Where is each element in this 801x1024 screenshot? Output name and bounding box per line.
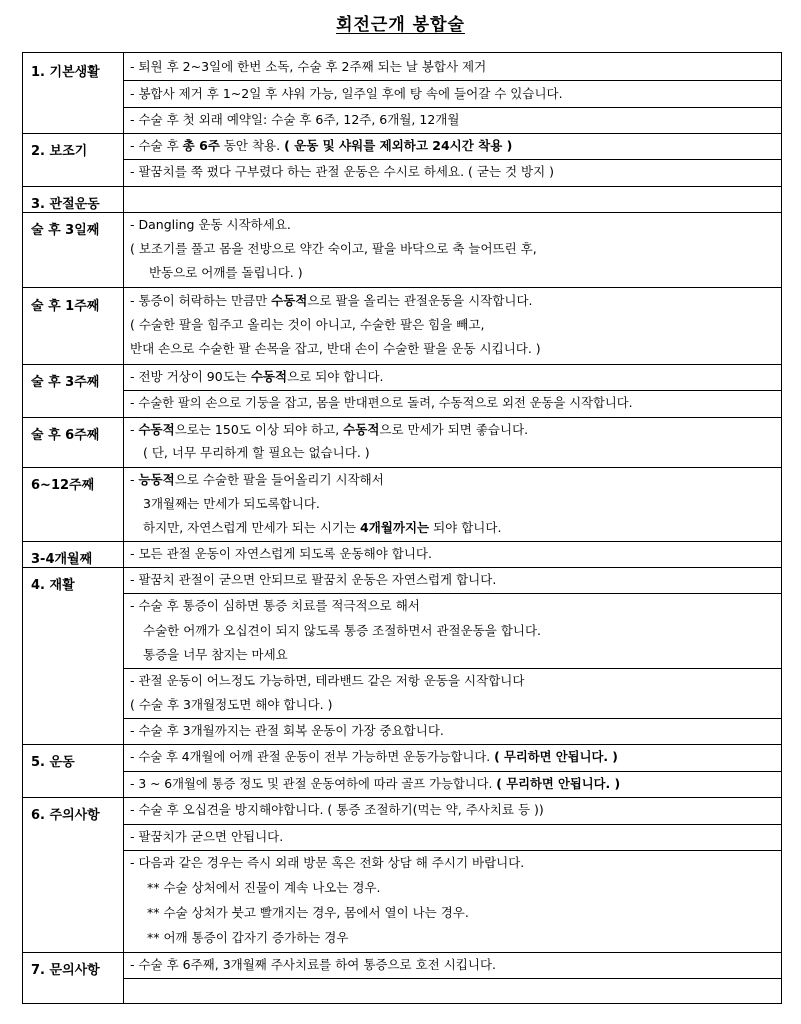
row-divider <box>123 771 781 772</box>
row-divider <box>123 850 781 851</box>
rehab-line-7: - 수술 후 3개월까지는 관절 회복 운동이 가장 중요합니다. <box>130 723 444 738</box>
week1-line-3: 반대 손으로 수술한 팔 손목을 잡고, 반대 손이 수술한 팔을 운동 시킵니다. ) <box>130 341 541 356</box>
row-divider <box>123 80 781 81</box>
caution-line-2: - 팔꿈치가 굳으면 안됩니다. <box>130 829 284 844</box>
inquiry-line-1: - 수술 후 6주째, 3개월째 주사치료를 하여 통증으로 호전 시킵니다. <box>130 957 496 972</box>
row-divider <box>23 744 781 745</box>
week6-line-1: - 수동적으로는 150도 이상 되야 하고, 수동적으로 만세가 되면 좋습니다. <box>130 422 529 437</box>
row-divider <box>23 212 781 213</box>
row-divider <box>123 718 781 719</box>
row-divider <box>123 107 781 108</box>
rehab-line-6: ( 수술 후 3개월정도면 해야 합니다. ) <box>130 697 333 712</box>
row-divider <box>23 417 781 418</box>
rehab-line-2: - 수술 후 통증이 심하면 통증 치료를 적극적으로 해서 <box>130 598 420 613</box>
rehab-line-1: - 팔꿈치 관절이 굳으면 안되므로 팔꿈치 운동은 자연스럽게 합니다. <box>130 572 497 587</box>
document-title: 회전근개 봉합술 <box>336 15 465 35</box>
section-label-exercise: 5. 운동 <box>31 755 75 770</box>
caution-line-6: ** 어깨 통증이 갑자기 증가하는 경우 <box>147 930 349 945</box>
day3-line-2: ( 보조기를 풀고 몸을 전방으로 약간 숙이고, 팔을 바닥으로 축 늘어뜨린 후, <box>130 241 537 256</box>
section-label-week6: 술 후 6주째 <box>31 428 100 443</box>
week6to12-line-1: - 능동적으로 수술한 팔을 들어올리기 시작해서 <box>130 472 384 487</box>
instruction-table <box>22 52 782 1004</box>
section-label-rehab: 4. 재활 <box>31 578 75 593</box>
section-label-week3: 술 후 3주째 <box>31 375 100 390</box>
week1-line-1: - 통증이 허락하는 만큼만 수동적으로 팔을 올리는 관절운동을 시작합니다. <box>130 293 533 308</box>
column-divider <box>123 53 124 1003</box>
caution-line-4: ** 수술 상처에서 진물이 계속 나오는 경우. <box>147 880 381 895</box>
row-divider <box>23 287 781 288</box>
section-label-basic: 1. 기본생활 <box>31 65 100 80</box>
section-label-month3to4: 3-4개월째 <box>31 552 93 567</box>
section-label-joint: 3. 관절운동 <box>31 197 100 212</box>
basic-line-3: - 수술 후 첫 외래 예약일: 수술 후 6주, 12주, 6개월, 12개월 <box>130 112 460 127</box>
day3-line-1: - Dangling 운동 시작하세요. <box>130 217 291 232</box>
exercise-line-1: - 수술 후 4개월에 어깨 관절 운동이 전부 가능하면 운동가능합니다. ( 무리하면 안됩니다. ) <box>130 750 618 764</box>
section-label-day3: 술 후 3일째 <box>31 223 100 238</box>
section-label-inquiry: 7. 문의사항 <box>31 963 100 978</box>
month3to4-line-1: - 모든 관절 운동이 자연스럽게 되도록 운동해야 합니다. <box>130 546 432 561</box>
brace-line-1: - 수술 후 총 6주 동안 착용. ( 운동 및 샤워를 제외하고 24시간 착용 ) <box>130 138 513 153</box>
section-label-caution: 6. 주의사항 <box>31 808 100 823</box>
week3-line-1: - 전방 거상이 90도는 수동적으로 되야 합니다. <box>130 369 384 384</box>
week6-line-2: ( 단, 너무 무리하게 할 필요는 없습니다. ) <box>143 445 370 460</box>
row-divider <box>23 467 781 468</box>
basic-line-2: - 봉합사 제거 후 1~2일 후 샤워 가능, 일주일 후에 탕 속에 들어갈 수 있습니다. <box>130 86 563 101</box>
rehab-line-5: - 관절 운동이 어느정도 가능하면, 테라밴드 같은 저항 운동을 시작합니다 <box>130 673 525 688</box>
rehab-line-3: 수술한 어깨가 오십견이 되지 않도록 통증 조절하면서 관절운동을 합니다. <box>143 623 542 638</box>
row-divider <box>123 593 781 594</box>
basic-line-1: - 퇴원 후 2~3일에 한번 소독, 수술 후 2주째 되는 날 봉합사 제거 <box>130 59 487 74</box>
row-divider <box>123 668 781 669</box>
row-divider <box>23 364 781 365</box>
caution-line-3: - 다음과 같은 경우는 즉시 외래 방문 혹은 전화 상담 해 주시기 바랍니다. <box>130 855 525 870</box>
day3-line-3: 반동으로 어깨를 돌립니다. ) <box>149 265 303 280</box>
row-divider <box>123 159 781 160</box>
brace-line-2: - 팔꿈치를 쭉 폈다 구부렸다 하는 관절 운동은 수시로 하세요. ( 굳는 것 방지 ) <box>130 164 555 179</box>
row-divider <box>23 952 781 953</box>
row-divider <box>23 541 781 542</box>
section-label-week1: 술 후 1주째 <box>31 299 100 314</box>
week6to12-line-2: 3개월째는 만세가 되도록합니다. <box>143 496 320 511</box>
row-divider <box>23 567 781 568</box>
week6to12-line-3: 하지만, 자연스럽게 만세가 되는 시기는 4개월까지는 되야 합니다. <box>143 520 502 535</box>
row-divider <box>123 390 781 391</box>
row-divider <box>123 978 781 979</box>
row-divider <box>23 797 781 798</box>
rehab-line-4: 통증을 너무 참지는 마세요 <box>143 647 288 662</box>
section-label-week6to12: 6~12주째 <box>31 478 95 493</box>
row-divider <box>23 133 781 134</box>
caution-line-5: ** 수술 상처가 붓고 빨개지는 경우, 몸에서 열이 나는 경우. <box>147 905 469 920</box>
week3-line-2: - 수술한 팔의 손으로 기둥을 잡고, 몸을 반대편으로 돌려, 수동적으로 외전 운동을 시작합니다. <box>130 396 633 410</box>
section-label-brace: 2. 보조기 <box>31 144 88 159</box>
row-divider <box>123 824 781 825</box>
caution-line-1: - 수술 후 오십견을 방지해야합니다. ( 통증 조절하기(먹는 약, 주사치료 등 )) <box>130 802 544 817</box>
week1-line-2: ( 수술한 팔을 힘주고 올리는 것이 아니고, 수술한 팔은 힘을 빼고, <box>130 317 485 332</box>
exercise-line-2: - 3 ~ 6개월에 통증 정도 및 관절 운동여하에 따라 골프 가능합니다. ( 무리하면 안됩니다. ) <box>130 777 621 791</box>
row-divider <box>23 186 781 187</box>
